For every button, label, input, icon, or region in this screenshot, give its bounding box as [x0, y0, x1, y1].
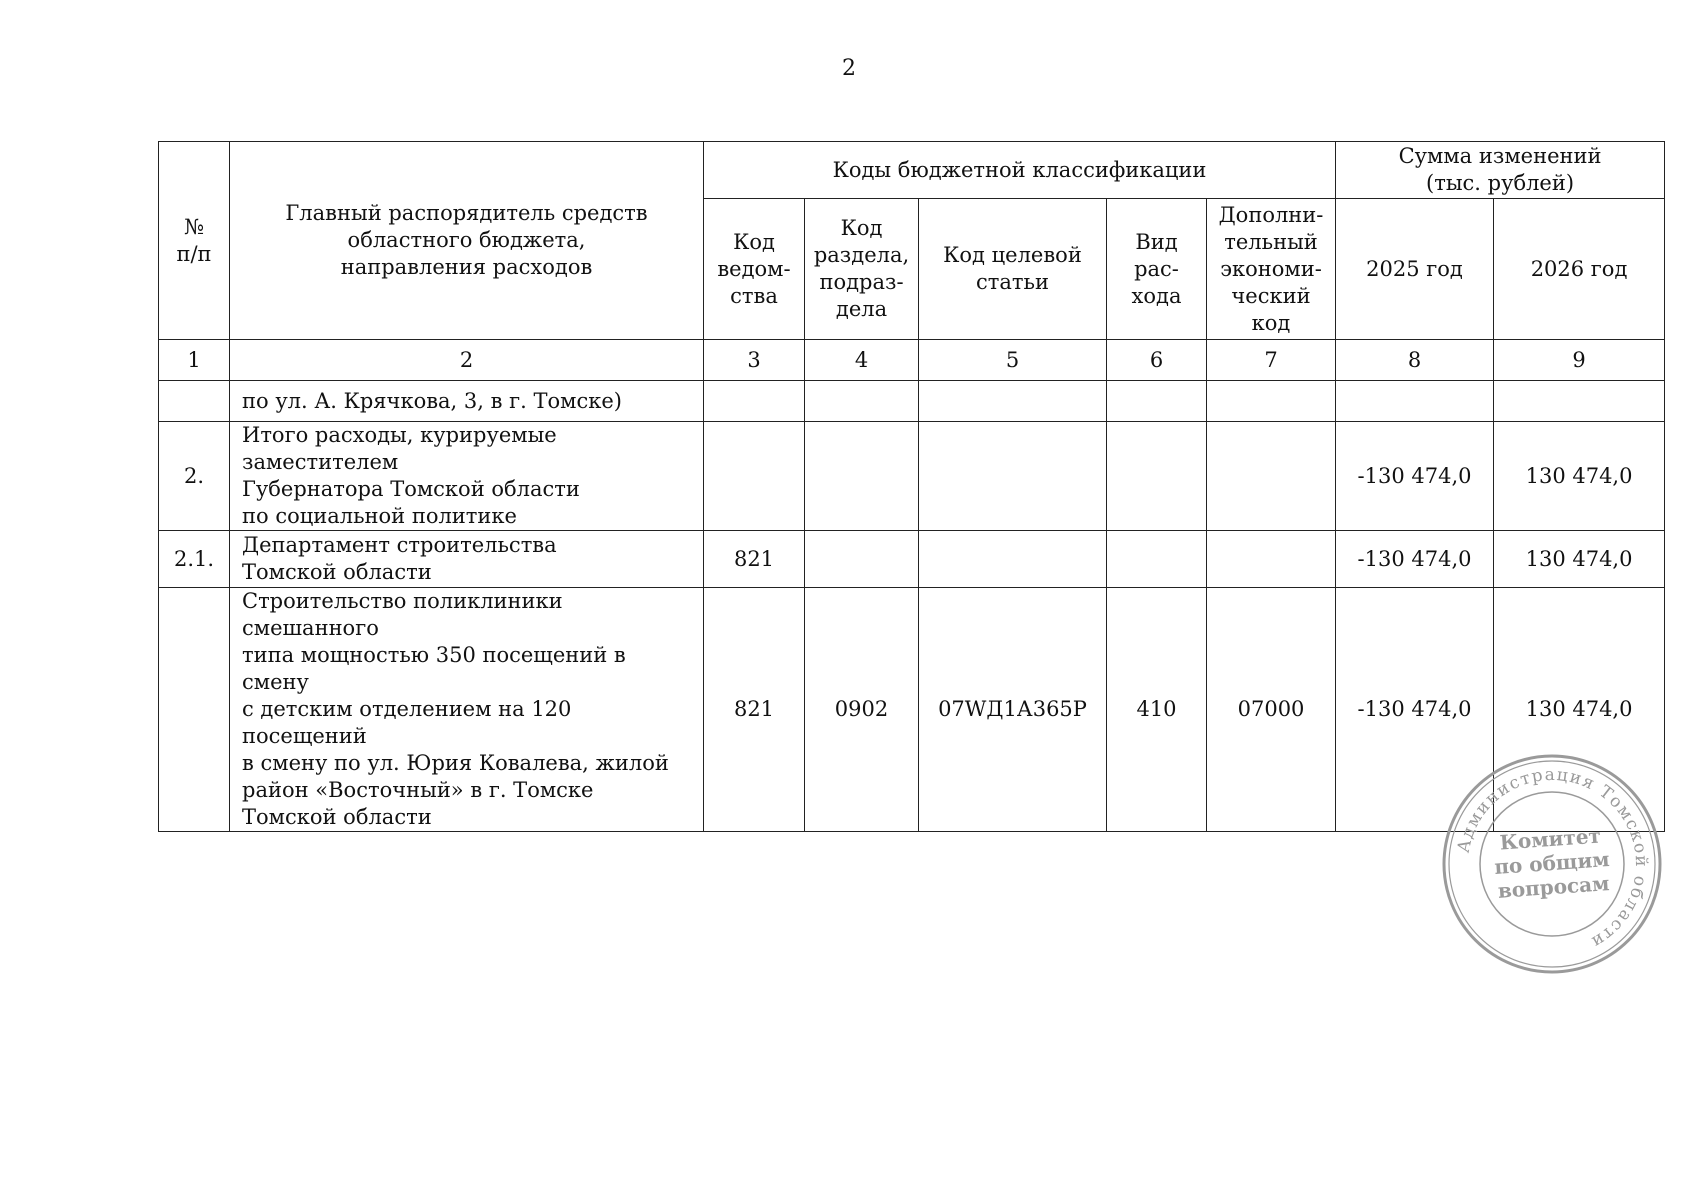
row-sum-2026: 130 474,0 — [1494, 531, 1665, 588]
row-num: 2.1. — [159, 531, 230, 588]
row-num — [159, 588, 230, 832]
header-year-2026: 2026 год — [1494, 199, 1665, 340]
table-header-row — [159, 142, 1665, 199]
row-expense — [1107, 381, 1207, 422]
row-section — [805, 531, 919, 588]
row-target — [919, 422, 1107, 531]
table-row — [159, 381, 1665, 422]
column-number: 4 — [805, 340, 919, 381]
row-econ — [1207, 422, 1336, 531]
column-number: 8 — [1336, 340, 1494, 381]
column-number: 5 — [919, 340, 1107, 381]
header-code-dept: Код ведом- ства — [704, 199, 805, 340]
stamp-ring-text: Администрация Томской области — [1453, 764, 1652, 953]
column-number: 6 — [1107, 340, 1207, 381]
header-code-target: Код целевой статьи — [919, 199, 1107, 340]
row-dept — [704, 422, 805, 531]
row-section — [805, 422, 919, 531]
header-sum-group: Сумма изменений (тыс. рублей) — [1336, 142, 1665, 199]
stamp-center-line: по общим — [1493, 847, 1611, 880]
header-code-section: Код раздела, подраз- дела — [805, 199, 919, 340]
row-name: Итого расходы, курируемые заместителем Губернатора Томской области по социальной политике — [230, 422, 704, 531]
header-codes-group: Коды бюджетной классификации — [704, 142, 1336, 199]
row-section: 0902 — [805, 588, 919, 832]
row-sum-2025: -130 474,0 — [1336, 588, 1494, 832]
header-num: № п/п — [159, 142, 230, 340]
row-name: Департамент строительства Томской области — [230, 531, 704, 588]
row-name: по ул. А. Крячкова, 3, в г. Томске) — [230, 381, 704, 422]
row-target — [919, 531, 1107, 588]
row-target: 07WД1А365Р — [919, 588, 1107, 832]
row-name: Строительство поликлиники смешанного типа мощностью 350 посещений в смену с детским отделением на 120 посещений в смену по ул. Юрия Ковалева, жилой район «Восточный» в г. Томске Томской области — [230, 588, 704, 832]
column-number: 2 — [230, 340, 704, 381]
row-expense — [1107, 531, 1207, 588]
row-econ — [1207, 531, 1336, 588]
column-number-row — [159, 340, 1665, 381]
row-sum-2025: -130 474,0 — [1336, 422, 1494, 531]
stamp-center-line: Комитет — [1498, 823, 1602, 855]
header-code-econ: Дополни- тельный экономи- ческий код — [1207, 199, 1336, 340]
row-dept: 821 — [704, 588, 805, 832]
header-name: Главный распорядитель средств областного бюджета, направления расходов — [230, 142, 704, 340]
stamp-center-line: вопросам — [1497, 871, 1611, 903]
table-row — [159, 588, 1665, 832]
official-stamp — [1440, 752, 1664, 976]
row-expense: 410 — [1107, 588, 1207, 832]
row-target — [919, 381, 1107, 422]
row-section — [805, 381, 919, 422]
row-dept — [704, 381, 805, 422]
row-sum-2025: -130 474,0 — [1336, 531, 1494, 588]
page-number: 2 — [842, 56, 856, 81]
row-num — [159, 381, 230, 422]
header-year-2025: 2025 год — [1336, 199, 1494, 340]
column-number: 9 — [1494, 340, 1665, 381]
row-expense — [1107, 422, 1207, 531]
row-num: 2. — [159, 422, 230, 531]
row-econ — [1207, 381, 1336, 422]
column-number: 1 — [159, 340, 230, 381]
row-sum-2026: 130 474,0 — [1494, 422, 1665, 531]
row-sum-2026: 130 474,0 — [1494, 588, 1665, 832]
header-code-expense: Вид рас- хода — [1107, 199, 1207, 340]
budget-changes-table — [158, 141, 1665, 832]
row-dept: 821 — [704, 531, 805, 588]
table-row — [159, 531, 1665, 588]
column-number: 7 — [1207, 340, 1336, 381]
row-econ: 07000 — [1207, 588, 1336, 832]
column-number: 3 — [704, 340, 805, 381]
table-row — [159, 422, 1665, 531]
row-sum-2025 — [1336, 381, 1494, 422]
row-sum-2026 — [1494, 381, 1665, 422]
